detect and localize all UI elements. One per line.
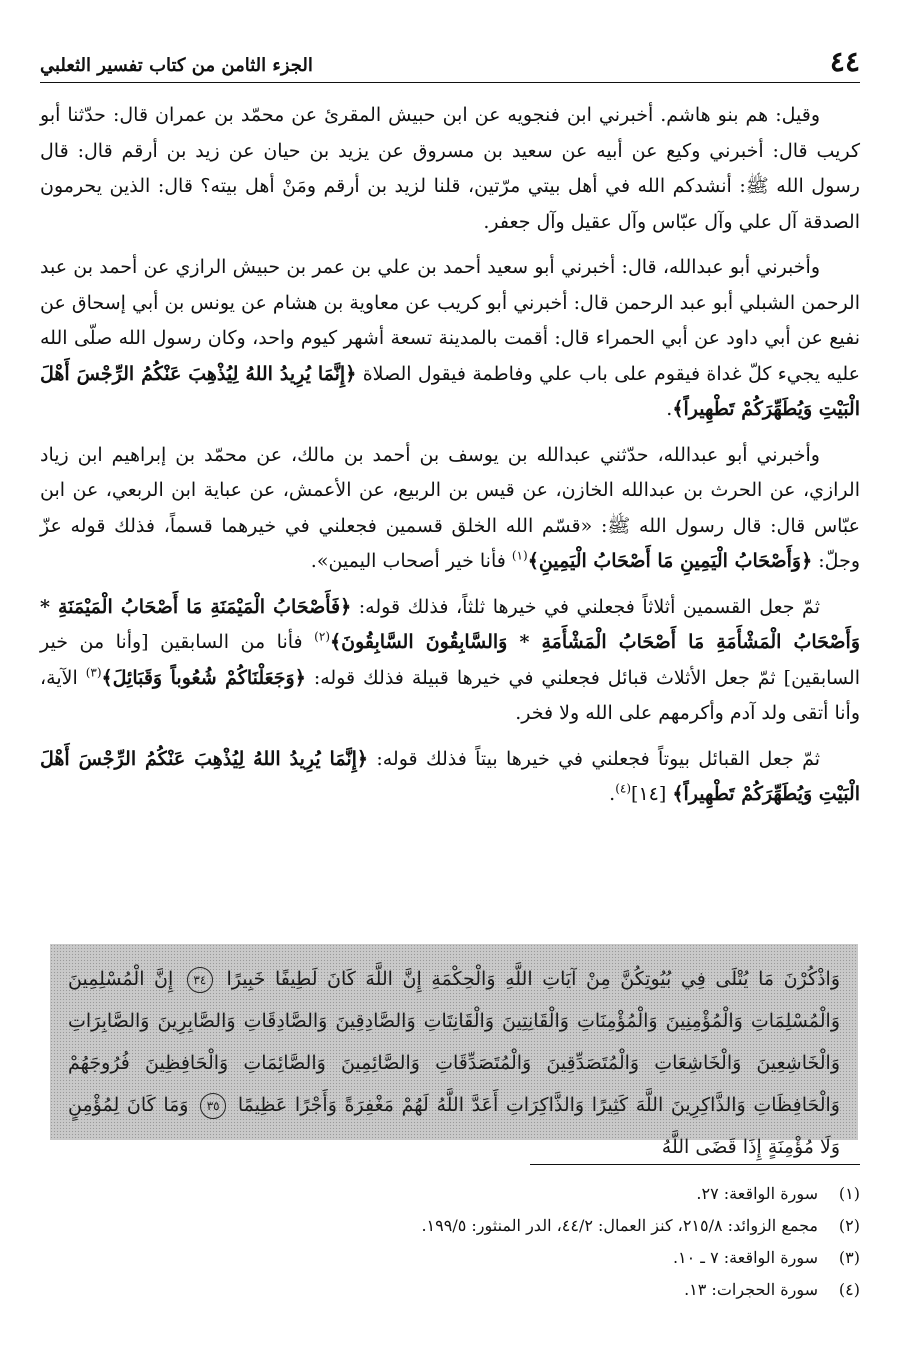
- paragraph-text: ثمّ جعل القسمين أثلاثاً فجعلني في خيرها ثلثاً، فذلك قوله:: [358, 595, 820, 618]
- footnote-ref: (٣): [85, 665, 102, 680]
- paragraph-text: وأخبرني أبو عبدالله، قال: أخبرني أبو سعيد أحمد بن علي بن عمر بن حبيش الرازي عن أحمد بن عبد الرحمن الشبلي أبو عبد الرحمن قال: أخبرني أبو كريب عن معاوية بن هشام عن يونس بن أبي إسحاق عن نفيع عن أبي داود عن أبي الحمراء قال: أقمت بالمدينة تسعة أشهر كيوم واحد، وكان رسول الله صلّى الله عليه يجيء كلّ غداة فيقوم على باب علي وفاطمة فيقول الصلاة: [40, 256, 860, 385]
- quran-verses-box: [50, 944, 858, 1158]
- footnote-text: سورة الواقعة: ٧ ـ ١٠.: [672, 1248, 818, 1267]
- footnote: [40, 1274, 860, 1306]
- quran-verse-text: وَاذْكُرْنَ مَا يُتْلَى فِي بُيُوتِكُنَّ مِنْ آيَاتِ اللَّهِ وَالْحِكْمَةِ إِنَّ اللَّهَ كَانَ لَطِيفًا خَبِيرًا: [226, 968, 841, 990]
- quran-quote: ﴿فَأَصْحَابُ الْمَيْمَنَةِ مَا أَصْحَابُ الْمَيْمَنَةِ * وَأَصْحَابُ الْمَشْأَمَةِ مَا أَصْحَابُ الْمَشْأَمَةِ * وَالسَّابِقُونَ السَّابِقُونَ﴾: [40, 595, 861, 653]
- paragraph-5: [40, 742, 860, 813]
- paragraph-text: .: [666, 398, 673, 420]
- footnote: [40, 1210, 860, 1242]
- quran-quote: ﴿إِنَّمَا يُرِيدُ اللهُ لِيُذْهِبَ عَنْكُمُ الرِّجْسَ أَهْلَ الْبَيْتِ وَيُطَهِّرَكُمْ تَطْهِيراً﴾: [40, 747, 860, 805]
- footnote: [40, 1242, 860, 1274]
- footnote-number: (١): [838, 1184, 860, 1203]
- paragraph-text: ثمّ جعل القبائل بيوتاً فجعلني في خيرها بيتاً فذلك قوله:: [376, 747, 820, 770]
- paragraph-1: [40, 98, 860, 240]
- paragraph-text: فأنا من السابقين [وأنا من خير السابقين] ثمّ جعل الأثلاث قبائل فجعلني في خيرها قبيلة فذلك قوله:: [40, 631, 860, 689]
- body-text: [40, 98, 860, 823]
- paragraph-2: [40, 250, 860, 428]
- quran-quote: ﴿وَجَعَلْنَاكُمْ شُعُوباً وَقَبَائِلَ﴾: [101, 666, 306, 689]
- paragraph-text: .: [609, 783, 616, 805]
- quran-quote: ﴿وَأَصْحَابُ الْيَمِينِ مَا أَصْحَابُ الْيَمِينِ﴾: [527, 550, 813, 572]
- running-title: الجزء الثامن من كتاب تفسير الثعلبي: [40, 55, 313, 76]
- footnote-number: (٢): [838, 1216, 860, 1235]
- quran-verse-text: إِنَّ الْمُسْلِمِينَ وَالْمُسْلِمَاتِ وَالْمُؤْمِنِينَ وَالْمُؤْمِنَاتِ وَالْقَانِتِينَ وَالْقَانِتَاتِ وَالصَّادِقِينَ وَالصَّادِقَاتِ وَالصَّابِرِينَ وَالصَّابِرَاتِ وَالْخَاشِعِينَ وَالْخَاشِعَاتِ وَالْمُتَصَدِّقِينَ وَالْمُتَصَدِّقَاتِ وَالصَّائِمِينَ وَالصَّائِمَاتِ وَالْحَافِظِينَ فُرُوجَهُمْ وَالْحَافِظَاتِ وَالذَّاكِرِينَ اللَّهَ كَثِيرًا وَالذَّاكِرَاتِ أَعَدَّ اللَّهُ لَهُمْ مَغْفِرَةً وَأَجْرًا عَظِيمًا: [68, 968, 840, 1116]
- footnote-text: سورة الحجرات: ١٣.: [684, 1280, 818, 1299]
- page-header: [40, 38, 860, 83]
- paragraph-text: وقيل: هم بنو هاشم. أخبرني ابن فنجويه عن ابن حبيش المقرئ عن محمّد بن عمران قال: حدّثنا أبو كريب قال: أخبرني وكيع عن أبيه عن سعيد بن مسروق عن يزيد بن حيان عن زيد بن أرقم قال: قال رسول الله ﷺ: أنشدكم الله في أهل بيتي مرّتين، قلنا لزيد بن أرقم ومَنْ أهل بيته؟ قال: الذين يحرمون الصدقة آل علي وآل عبّاس وآل عقيل وآل جعفر.: [40, 104, 860, 233]
- footnote-ref: (٤): [615, 781, 632, 796]
- footnote-number: (٤): [838, 1280, 860, 1299]
- footnote-text: سورة الواقعة: ٢٧.: [696, 1184, 818, 1203]
- paragraph-text: الآية، وأنا أتقى ولد آدم وأكرمهم على الله ولا فخر.: [40, 666, 860, 724]
- footnotes: [40, 1178, 860, 1306]
- quran-quote: ﴿إِنَّمَا يُرِيدُ اللهُ لِيُذْهِبَ عَنْكُمُ الرِّجْسَ أَهْلَ الْبَيْتِ وَيُطَهِّرَكُمْ تَطْهِيراً﴾: [40, 362, 860, 420]
- footnote-number: (٣): [838, 1248, 860, 1267]
- footnote-ref: (١): [511, 548, 528, 563]
- paragraph-3: [40, 438, 860, 580]
- footnote-text: مجمع الزوائد: ٢١٥/٨، كنز العمال: ٤٤/٢، الدر المنثور: ١٩٩/٥.: [421, 1216, 818, 1235]
- paragraph-text: وأخبرني أبو عبدالله، حدّثني عبدالله بن يوسف بن أحمد بن مالك، عن محمّد بن إبراهيم ابن زياد الرازي، عن الحرث بن عبدالله الخازن، عن قيس بن الربيع، عن الأعمش، عن عباية ابن الربعي، عن ابن عبّاس قال: قال رسول الله ﷺ: «قسّم الله الخلق قسمين فجعلني في خيرهما قسماً، فذلك قوله عزّ وجلّ:: [40, 443, 860, 572]
- ayah-number-icon: ٣٤: [187, 967, 213, 993]
- footnote-divider: [530, 1164, 860, 1165]
- verse-ref: [١٤]: [631, 783, 667, 805]
- paragraph-4: [40, 590, 860, 732]
- paragraph-text: فأنا خير أصحاب اليمين».: [310, 550, 506, 572]
- quran-verse-text: وَمَا كَانَ لِمُؤْمِنٍ وَلَا مُؤْمِنَةٍ إِذَا قَضَى اللَّهُ: [68, 1094, 840, 1158]
- page-number: ٤٤: [829, 45, 860, 78]
- footnote-ref: (٢): [314, 629, 330, 644]
- footnote: [40, 1178, 860, 1210]
- ayah-number-icon: ٣٥: [200, 1093, 226, 1119]
